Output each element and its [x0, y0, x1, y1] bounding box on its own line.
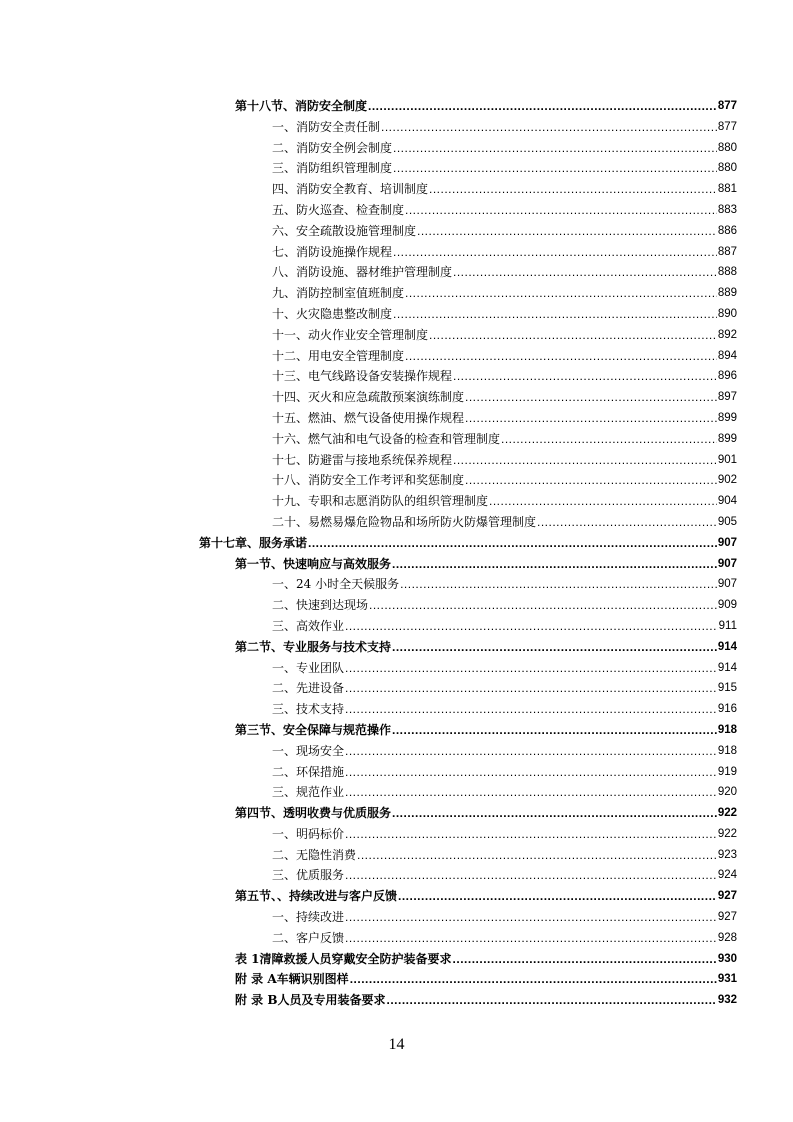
dot-leader	[405, 200, 717, 221]
toc-row[interactable]	[0, 429, 793, 450]
toc-row[interactable]	[0, 387, 793, 408]
toc-row[interactable]	[0, 616, 793, 637]
toc-row[interactable]	[0, 325, 793, 346]
toc-page: 880	[717, 162, 737, 175]
toc-page: 928	[717, 931, 737, 944]
toc-row[interactable]	[0, 554, 793, 575]
toc-title: 二、环保措施	[272, 764, 345, 779]
dot-leader	[345, 824, 717, 845]
toc-page: 919	[717, 765, 737, 778]
toc-title: 一、专业团队	[272, 660, 345, 675]
dot-leader	[392, 803, 717, 824]
toc-page: 904	[717, 495, 737, 508]
dot-leader	[308, 533, 717, 554]
toc-title: 三、消防组织管理制度	[272, 161, 393, 176]
toc-row[interactable]	[0, 969, 793, 990]
toc-title: 三、技术支持	[272, 702, 345, 717]
toc-page: 927	[717, 911, 737, 924]
dot-leader	[345, 928, 717, 949]
toc-title: 一、明码标价	[272, 826, 345, 841]
toc-row[interactable]	[0, 824, 793, 845]
toc-row[interactable]	[0, 450, 793, 471]
toc-page: 907	[717, 578, 737, 591]
toc-page: 902	[717, 474, 737, 487]
toc-title: 二、消防安全例会制度	[272, 140, 393, 155]
dot-leader	[465, 387, 717, 408]
dot-leader	[453, 450, 717, 471]
dot-leader	[387, 990, 717, 1011]
toc-row[interactable]	[0, 138, 793, 159]
toc-row[interactable]	[0, 928, 793, 949]
toc-title: 一、消防安全责任制	[272, 119, 381, 134]
toc-page: 889	[717, 287, 737, 300]
dot-leader	[345, 907, 717, 928]
toc-title: 二、无隐性消费	[272, 847, 357, 862]
toc-title: 车辆识别图样	[276, 972, 349, 987]
toc-row[interactable]	[0, 283, 793, 304]
toc-lead: 附 录 A	[235, 972, 277, 987]
toc-page: 897	[717, 391, 737, 404]
toc-page: 922	[717, 827, 737, 840]
toc-title: 第十七章、服务承诺	[199, 535, 308, 550]
toc-title: 十三、电气线路设备安装操作规程	[272, 369, 453, 384]
toc-title: 十、火灾隐患整改制度	[272, 306, 393, 321]
toc-row[interactable]	[0, 512, 793, 533]
toc-title: 三、高效作业	[272, 618, 345, 633]
toc-row[interactable]	[0, 720, 793, 741]
toc-page: 914	[717, 640, 737, 653]
dot-leader	[345, 741, 717, 762]
toc-title: 十八、消防安全工作考评和奖惩制度	[272, 473, 465, 488]
toc-page: 886	[717, 224, 737, 237]
dot-leader	[429, 179, 717, 200]
toc-title: 十七、防避雷与接地系统保养规程	[272, 452, 453, 467]
dot-leader	[392, 720, 717, 741]
toc-row[interactable]	[0, 262, 793, 283]
toc-row[interactable]	[0, 574, 793, 595]
toc-row[interactable]	[0, 658, 793, 679]
toc-page: 918	[717, 744, 737, 757]
toc-page: 911	[718, 619, 737, 632]
toc-title: 二、先进设备	[272, 681, 345, 696]
dot-leader	[392, 637, 717, 658]
toc-page: 887	[717, 245, 737, 258]
dot-leader	[345, 782, 717, 803]
toc-title: 八、消防设施、器材维护管理制度	[272, 265, 453, 280]
toc-page: 883	[717, 203, 737, 216]
toc-row[interactable]	[0, 221, 793, 242]
dot-leader	[537, 512, 717, 533]
dot-leader	[345, 699, 717, 720]
toc-row[interactable]	[0, 242, 793, 263]
toc-page: 915	[717, 682, 737, 695]
toc-page: 892	[717, 328, 737, 341]
toc-lead: 附 录 B	[235, 993, 278, 1008]
toc-page: 899	[717, 411, 737, 424]
toc-page: 880	[717, 141, 737, 154]
toc-page: 894	[717, 349, 737, 362]
toc-row[interactable]	[0, 595, 793, 616]
dot-leader	[393, 304, 717, 325]
dot-leader	[489, 491, 717, 512]
toc-title: 四、消防安全教育、培训制度	[272, 182, 429, 197]
dot-leader	[393, 158, 717, 179]
toc-row[interactable]	[0, 366, 793, 387]
toc-page: 877	[717, 100, 737, 112]
dot-leader	[392, 554, 717, 575]
toc-row[interactable]	[0, 907, 793, 928]
toc-title: 第二节、专业服务与技术支持	[235, 639, 392, 654]
toc-row[interactable]	[0, 782, 793, 803]
toc-page: 881	[717, 183, 737, 196]
toc-page: 922	[717, 807, 737, 820]
dot-leader	[345, 658, 717, 679]
toc-page: 924	[717, 869, 737, 882]
toc-title: 十五、燃油、燃气设备使用操作规程	[272, 410, 465, 425]
dot-leader	[345, 762, 717, 783]
dot-leader	[453, 366, 717, 387]
toc-lead: 表 1	[235, 951, 260, 966]
toc-title: 第一节、快速响应与高效服务	[235, 556, 392, 571]
toc-page: 927	[717, 890, 737, 903]
toc-title: 清障救援人员穿戴安全防护装备要求	[259, 951, 452, 966]
toc-title: 二、快速到达现场	[272, 598, 369, 613]
dot-leader	[417, 221, 717, 242]
dot-leader	[429, 325, 717, 346]
toc-title: 九、消防控制室值班制度	[272, 286, 405, 301]
toc-title: 二、客户反馈	[272, 930, 345, 945]
toc-row[interactable]	[0, 346, 793, 367]
page-number: 14	[388, 1036, 405, 1053]
toc-page: 890	[717, 307, 737, 320]
toc-page: 899	[717, 432, 737, 445]
toc-row[interactable]	[0, 990, 793, 1011]
dot-leader	[368, 96, 717, 117]
table-of-contents	[0, 96, 793, 1011]
dot-leader	[405, 283, 717, 304]
toc-title: 十一、动火作业安全管理制度	[272, 327, 429, 342]
toc-page: 918	[717, 723, 737, 736]
dot-leader	[345, 616, 718, 637]
toc-page: 920	[717, 786, 737, 799]
toc-title: 十二、用电安全管理制度	[272, 348, 405, 363]
toc-page: 888	[717, 266, 737, 279]
toc-row[interactable]	[0, 886, 793, 907]
toc-title: 六、安全疏散设施管理制度	[272, 223, 417, 238]
toc-page: 877	[717, 120, 737, 133]
dot-leader	[465, 470, 717, 491]
toc-title: 第四节、透明收费与优质服务	[235, 806, 392, 821]
toc-title: 五、防火巡查、检查制度	[272, 202, 405, 217]
dot-leader	[350, 969, 717, 990]
toc-row[interactable]	[0, 865, 793, 886]
toc-row[interactable]	[0, 741, 793, 762]
toc-row[interactable]	[0, 699, 793, 720]
toc-row[interactable]	[0, 179, 793, 200]
toc-row[interactable]	[0, 678, 793, 699]
toc-title: 一、24 小时全天候服务	[272, 577, 400, 592]
toc-page: 914	[717, 661, 737, 674]
toc-title: 一、持续改进	[272, 910, 345, 925]
dot-leader	[393, 138, 717, 159]
toc-title: 第五节、、持续改进与客户反馈	[235, 889, 398, 904]
toc-title: 第十八节、消防安全制度	[235, 99, 368, 113]
toc-title: 一、现场安全	[272, 743, 345, 758]
toc-row[interactable]	[0, 949, 793, 970]
toc-row[interactable]	[0, 304, 793, 325]
toc-row[interactable]	[0, 637, 793, 658]
toc-row[interactable]	[0, 803, 793, 824]
dot-leader	[357, 845, 717, 866]
dot-leader	[501, 429, 717, 450]
toc-page: 896	[717, 370, 737, 383]
toc-page: 930	[717, 952, 737, 965]
toc-page: 931	[717, 973, 737, 986]
dot-leader	[453, 262, 717, 283]
toc-row[interactable]	[0, 158, 793, 179]
toc-row[interactable]	[0, 845, 793, 866]
dot-leader	[400, 574, 717, 595]
toc-page: 916	[717, 703, 737, 716]
toc-row[interactable]	[0, 762, 793, 783]
toc-row[interactable]	[0, 200, 793, 221]
dot-leader	[345, 865, 717, 886]
dot-leader	[453, 949, 717, 970]
dot-leader	[405, 346, 717, 367]
toc-page: 905	[717, 515, 737, 528]
toc-title: 三、规范作业	[272, 785, 345, 800]
toc-page: 907	[717, 536, 737, 549]
toc-title: 第三节、安全保障与规范操作	[235, 722, 392, 737]
toc-row[interactable]	[0, 117, 793, 138]
toc-page: 909	[717, 599, 737, 612]
toc-title: 十四、灭火和应急疏散预案演练制度	[272, 390, 465, 405]
toc-row[interactable]	[0, 470, 793, 491]
toc-page: 923	[717, 848, 737, 861]
toc-title: 十六、燃气油和电气设备的检查和管理制度	[272, 431, 501, 446]
dot-leader	[345, 678, 717, 699]
dot-leader	[398, 886, 717, 907]
toc-row[interactable]	[0, 533, 793, 554]
dot-leader	[465, 408, 717, 429]
dot-leader	[393, 242, 717, 263]
toc-page: 932	[717, 994, 737, 1007]
toc-title: 二十、易燃易爆危险物品和场所防火防爆管理制度	[272, 514, 537, 529]
dot-leader	[369, 595, 717, 616]
toc-row[interactable]	[0, 96, 793, 117]
toc-row[interactable]	[0, 491, 793, 512]
toc-title: 七、消防设施操作规程	[272, 244, 393, 259]
toc-page: 901	[717, 453, 737, 466]
toc-row[interactable]	[0, 408, 793, 429]
toc-title: 三、优质服务	[272, 868, 345, 883]
toc-title: 十九、专职和志愿消防队的组织管理制度	[272, 494, 489, 509]
toc-title: 人员及专用装备要求	[277, 993, 386, 1008]
toc-page: 907	[717, 557, 737, 570]
dot-leader	[381, 117, 717, 138]
